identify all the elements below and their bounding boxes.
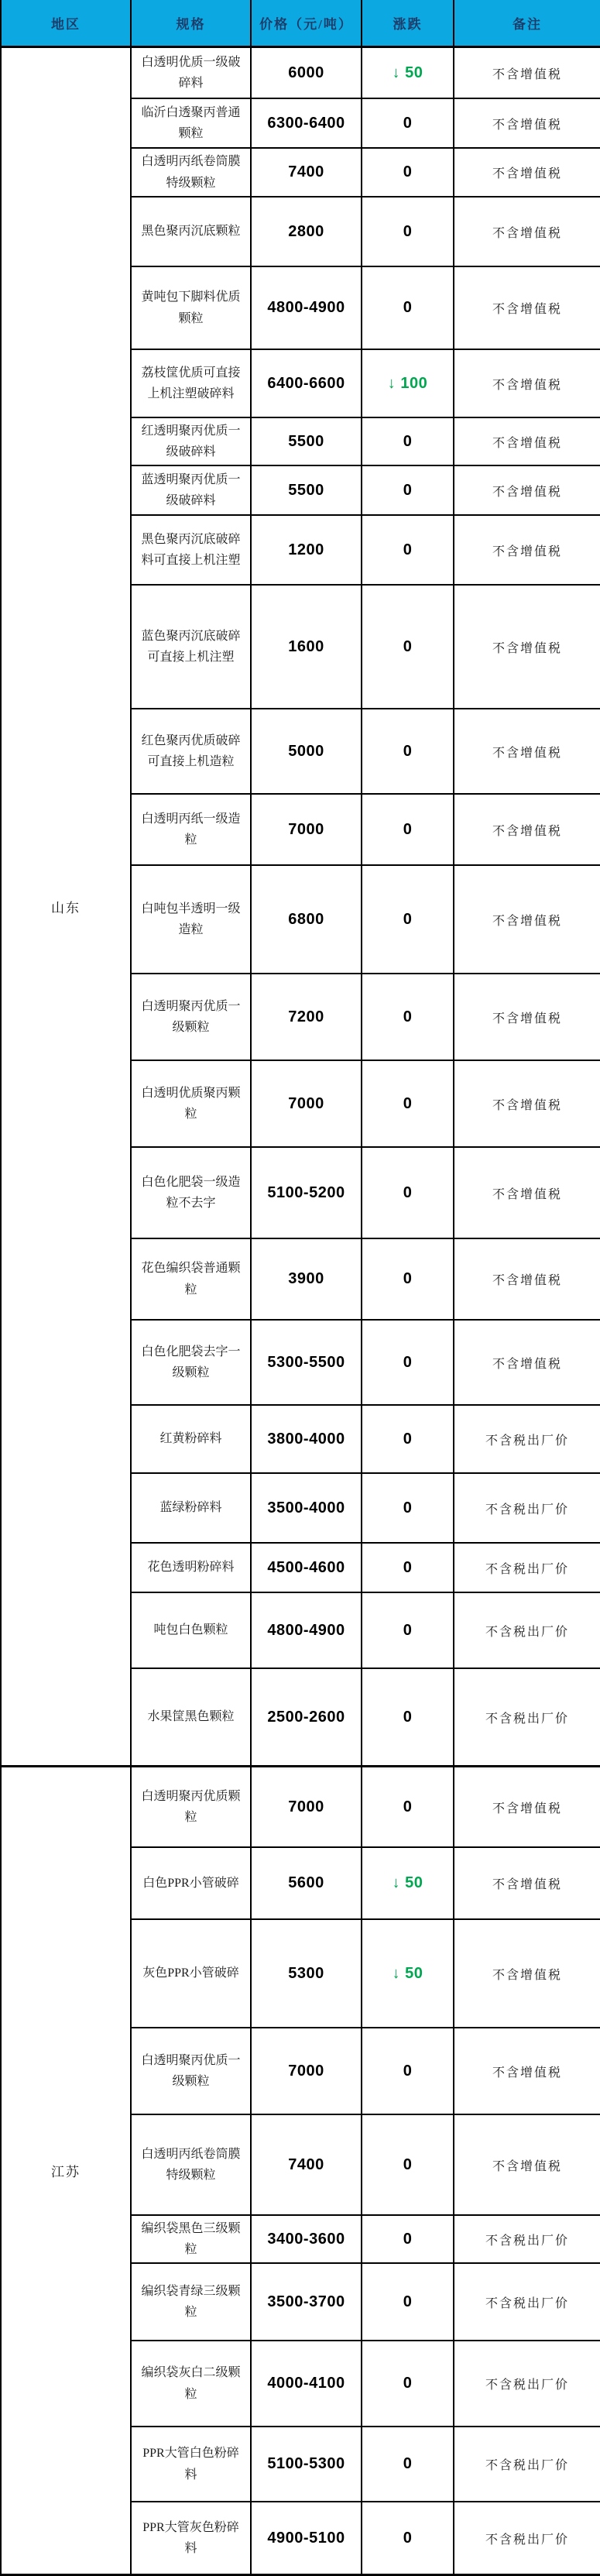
price-cell: 6300-6400	[252, 99, 362, 147]
change-cell: 0	[362, 2028, 454, 2114]
change-cell: 0	[362, 516, 454, 584]
price-cell: 4500-4600	[252, 1544, 362, 1592]
price-cell: 7000	[252, 1061, 362, 1146]
spec-cell: 编织袋青绿三级颗粒	[132, 2264, 252, 2340]
spec-cell: 白透明聚丙优质一级颗粒	[132, 974, 252, 1060]
price-cell: 4900-5100	[252, 2502, 362, 2574]
price-cell: 3500-3700	[252, 2264, 362, 2340]
remark-cell: 不含增值税	[492, 746, 562, 760]
table-row	[132, 466, 600, 516]
price-cell: 5100-5200	[252, 1148, 362, 1238]
remark-cell: 不含增值税	[492, 824, 562, 838]
remark-cell: 不含税出厂价	[485, 2459, 569, 2472]
remark-cell: 不含增值税	[492, 118, 562, 132]
price-cell: 7000	[252, 2028, 362, 2114]
region-section-shandong	[2, 48, 600, 1767]
remark-cell: 不含增值税	[492, 67, 562, 81]
spec-cell: 编织袋黑色三级颗粒	[132, 2216, 252, 2262]
remark-cell: 不含增值税	[492, 1098, 562, 1112]
spec-cell: PPR大管白色粉碎料	[132, 2427, 252, 2501]
table-row	[132, 1920, 600, 2028]
spec-cell: 白透明丙纸一级造粒	[132, 795, 252, 864]
remark-cell: 不含增值税	[492, 641, 562, 655]
remark-cell: 不含税出厂价	[485, 1503, 569, 1516]
price-cell: 7000	[252, 795, 362, 864]
change-cell: 0	[362, 1669, 454, 1765]
remark-cell: 不含税出厂价	[485, 1625, 569, 1639]
change-cell: 0	[362, 2427, 454, 2501]
column-header-spec: 规格	[132, 0, 252, 46]
spec-cell: 蓝绿粉碎料	[132, 1474, 252, 1542]
change-cell: 0	[362, 974, 454, 1060]
change-cell: ↓ 50	[362, 1920, 454, 2027]
spec-cell: 临沂白透聚丙普通颗粒	[132, 99, 252, 147]
table-row	[132, 48, 600, 99]
price-cell: 7200	[252, 974, 362, 1060]
spec-cell: 白透明聚丙优质一级颗粒	[132, 2028, 252, 2114]
remark-cell: 不含税出厂价	[485, 2379, 569, 2392]
change-cell: 0	[362, 99, 454, 147]
region-section-jiangsu	[2, 1767, 600, 2576]
change-cell: 0	[362, 149, 454, 196]
change-cell: 0	[362, 709, 454, 793]
spec-cell: 荔枝筐优质可直接上机注塑破碎料	[132, 350, 252, 417]
change-cell: ↓ 100	[362, 350, 454, 417]
column-header-remark: 备注	[513, 17, 542, 32]
change-cell: 0	[362, 197, 454, 266]
spec-cell: 白色PPR小管破碎	[132, 1848, 252, 1918]
table-row	[132, 586, 600, 709]
change-cell: 0	[362, 2502, 454, 2574]
table-row	[132, 99, 600, 149]
price-cell: 3900	[252, 1239, 362, 1319]
price-cell: 1600	[252, 586, 362, 708]
remark-cell: 不含税出厂价	[485, 1562, 569, 1576]
spec-cell: 白吨包半透明一级造粒	[132, 866, 252, 973]
table-row	[132, 350, 600, 418]
price-cell: 5300-5500	[252, 1321, 362, 1404]
table-header-row	[2, 0, 600, 48]
price-cell: 5600	[252, 1848, 362, 1918]
change-cell: 0	[362, 2216, 454, 2262]
spec-cell: 白透明聚丙优质颗粒	[132, 1767, 252, 1846]
change-cell: 0	[362, 1239, 454, 1319]
change-cell: 0	[362, 267, 454, 349]
table-row	[132, 1767, 600, 1848]
spec-cell: 编织袋灰白二级颗粒	[132, 2341, 252, 2426]
spec-cell: PPR大管灰色粉碎料	[132, 2502, 252, 2574]
price-cell: 5300	[252, 1920, 362, 2027]
remark-cell: 不含增值税	[492, 914, 562, 928]
change-cell: 0	[362, 2115, 454, 2214]
change-cell: ↓ 50	[362, 1848, 454, 1918]
table-row	[132, 418, 600, 466]
table-row	[132, 2216, 600, 2264]
price-cell: 7000	[252, 1767, 362, 1846]
change-cell: 0	[362, 1593, 454, 1668]
region-rows	[132, 48, 600, 1765]
change-cell: 0	[362, 1321, 454, 1404]
change-cell: 0	[362, 1544, 454, 1592]
spec-cell: 白透明丙纸卷筒膜特级颗粒	[132, 149, 252, 196]
change-cell: 0	[362, 1148, 454, 1238]
table-row	[132, 2115, 600, 2216]
price-cell: 3400-3600	[252, 2216, 362, 2262]
spec-cell: 灰色PPR小管破碎	[132, 1920, 252, 2027]
remark-cell: 不含增值税	[492, 167, 562, 180]
table-row	[132, 267, 600, 350]
spec-cell: 花色透明粉碎料	[132, 1544, 252, 1592]
spec-cell: 红黄粉碎料	[132, 1406, 252, 1472]
remark-cell: 不含增值税	[492, 1968, 562, 1982]
remark-cell: 不含税出厂价	[485, 1712, 569, 1726]
table-row	[132, 1593, 600, 1669]
change-cell: 0	[362, 2341, 454, 2426]
price-cell: 7400	[252, 149, 362, 196]
table-row	[132, 795, 600, 866]
table-row	[132, 1148, 600, 1239]
spec-cell: 红色聚丙优质破碎可直接上机造粒	[132, 709, 252, 793]
table-row	[132, 2502, 600, 2574]
table-row	[132, 1239, 600, 1321]
spec-cell: 白色化肥袋去字一级颗粒	[132, 1321, 252, 1404]
change-cell: 0	[362, 1061, 454, 1146]
price-cell: 5000	[252, 709, 362, 793]
region-label: 江苏	[2, 1767, 132, 2574]
price-cell: 5500	[252, 466, 362, 514]
change-cell: 0	[362, 466, 454, 514]
table-row	[132, 1406, 600, 1474]
table-row	[132, 2264, 600, 2341]
price-cell: 4800-4900	[252, 1593, 362, 1668]
change-cell: 0	[362, 2264, 454, 2340]
remark-cell: 不含增值税	[492, 1274, 562, 1287]
spec-cell: 白色化肥袋一级造粒不去字	[132, 1148, 252, 1238]
price-cell: 1200	[252, 516, 362, 584]
table-row	[132, 516, 600, 586]
change-cell: 0	[362, 866, 454, 973]
price-cell: 3500-4000	[252, 1474, 362, 1542]
spec-cell: 白透明优质一级破碎料	[132, 48, 252, 98]
remark-cell: 不含增值税	[492, 436, 562, 450]
remark-cell: 不含增值税	[492, 2066, 562, 2080]
table-row	[132, 1321, 600, 1406]
price-cell: 4000-4100	[252, 2341, 362, 2426]
change-cell: 0	[362, 1767, 454, 1846]
change-cell: 0	[362, 795, 454, 864]
spec-cell: 白透明丙纸卷筒膜特级颗粒	[132, 2115, 252, 2214]
change-cell: 0	[362, 418, 454, 465]
column-header-region: 地区	[2, 0, 132, 46]
price-cell: 3800-4000	[252, 1406, 362, 1472]
remark-cell: 不含增值税	[492, 1357, 562, 1371]
remark-cell: 不含增值税	[492, 1801, 562, 1815]
spec-cell: 水果筐黑色颗粒	[132, 1669, 252, 1765]
price-cell: 4800-4900	[252, 267, 362, 349]
spec-cell: 黑色聚丙沉底颗粒	[132, 197, 252, 266]
spec-cell: 花色编织袋普通颗粒	[132, 1239, 252, 1319]
remark-cell: 不含增值税	[492, 485, 562, 499]
price-cell: 2500-2600	[252, 1669, 362, 1765]
price-cell: 6800	[252, 866, 362, 973]
price-cell: 6400-6600	[252, 350, 362, 417]
spec-cell: 黑色聚丙沉底破碎料可直接上机注塑	[132, 516, 252, 584]
remark-cell: 不含税出厂价	[485, 2296, 569, 2310]
change-cell: 0	[362, 1406, 454, 1472]
remark-cell: 不含增值税	[492, 2159, 562, 2173]
table-row	[132, 709, 600, 795]
remark-cell: 不含税出厂价	[485, 2234, 569, 2248]
spec-cell: 蓝透明聚丙优质一级破碎料	[132, 466, 252, 514]
table-row	[132, 1544, 600, 1593]
remark-cell: 不含税出厂价	[485, 1434, 569, 1448]
price-cell: 7400	[252, 2115, 362, 2214]
table-row	[132, 2028, 600, 2115]
region-label: 山东	[2, 48, 132, 1765]
table-row	[132, 149, 600, 197]
table-row	[132, 197, 600, 267]
remark-cell: 不含税出厂价	[485, 2533, 569, 2547]
price-cell: 6000	[252, 48, 362, 98]
remark-cell: 不含增值税	[492, 544, 562, 558]
remark-cell: 不含增值税	[492, 303, 562, 316]
table-row	[132, 2427, 600, 2502]
spec-cell: 吨包白色颗粒	[132, 1593, 252, 1668]
spec-cell: 白透明优质聚丙颗粒	[132, 1061, 252, 1146]
table-row	[132, 974, 600, 1061]
price-cell: 5100-5300	[252, 2427, 362, 2501]
table-row	[132, 866, 600, 974]
table-row	[132, 1061, 600, 1148]
remark-cell: 不含增值税	[492, 226, 562, 240]
column-header-change: 涨跌	[362, 0, 454, 46]
table-row	[132, 1669, 600, 1765]
table-row	[132, 1474, 600, 1544]
table-row	[132, 2341, 600, 2427]
change-cell: 0	[362, 586, 454, 708]
price-cell: 5500	[252, 418, 362, 465]
price-cell: 2800	[252, 197, 362, 266]
spec-cell: 黄吨包下脚料优质颗粒	[132, 267, 252, 349]
column-header-price: 价格（元/吨）	[252, 0, 362, 46]
table-row	[132, 1848, 600, 1920]
spec-cell: 红透明聚丙优质一级破碎料	[132, 418, 252, 465]
remark-cell: 不含增值税	[492, 378, 562, 392]
spec-cell: 蓝色聚丙沉底破碎可直接上机注塑	[132, 586, 252, 708]
change-cell: 0	[362, 1474, 454, 1542]
change-cell: ↓ 50	[362, 48, 454, 98]
remark-cell: 不含增值税	[492, 1878, 562, 1891]
remark-cell: 不含增值税	[492, 1012, 562, 1025]
region-rows	[132, 1767, 600, 2574]
remark-cell: 不含增值税	[492, 1187, 562, 1201]
